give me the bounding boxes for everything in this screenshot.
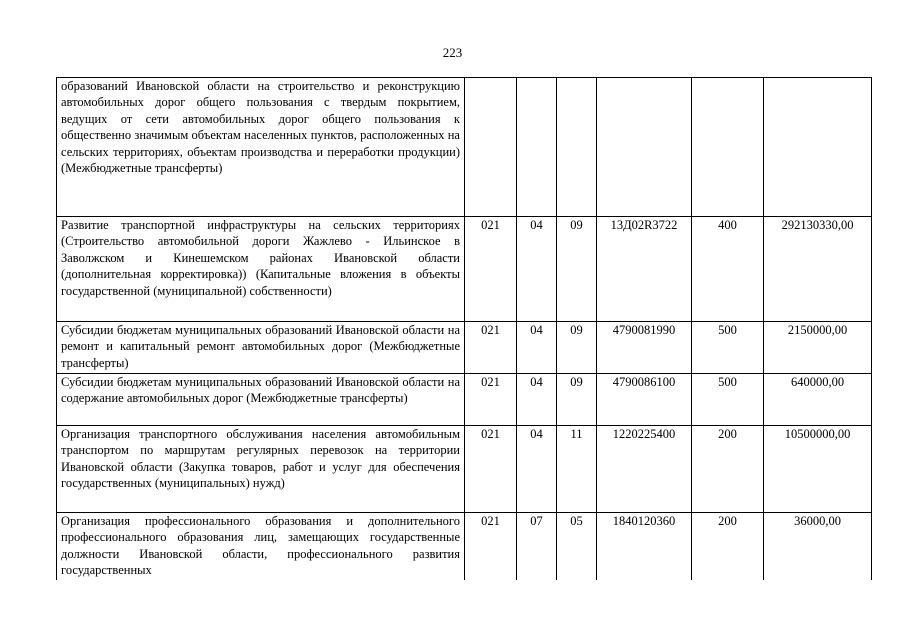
target-article-code: 1840120360 — [597, 513, 692, 580]
expense-type-code — [692, 78, 764, 217]
row-description: Организация профессионального образования и дополнительного профессионального образования лиц, замещающих государственные должности Ивановской области, профессионального развития государственных — [57, 513, 465, 580]
subsection-code — [557, 78, 597, 217]
expense-type-code: 500 — [692, 322, 764, 374]
target-article-code — [597, 78, 692, 217]
ministry-code: 021 — [465, 217, 517, 322]
table-row — [57, 374, 872, 426]
table-row — [57, 78, 872, 217]
row-description: Развитие транспортной инфраструктуры на сельских территориях (Строительство автомобильной дороги Жажлево - Ильинское в Заволжском и Кинешемском районах Ивановской области (дополнительная корректировка)) (Капитальные вложения в объекты государственной (муниципальной) собственности) — [57, 217, 465, 322]
expense-type-code: 200 — [692, 513, 764, 580]
section-code: 07 — [517, 513, 557, 580]
target-article-code: 4790086100 — [597, 374, 692, 426]
table-row — [57, 322, 872, 374]
ministry-code: 021 — [465, 374, 517, 426]
table-row — [57, 217, 872, 322]
section-code: 04 — [517, 322, 557, 374]
row-description: Субсидии бюджетам муниципальных образований Ивановской области на ремонт и капитальный ремонт автомобильных дорог (Межбюджетные трансферты) — [57, 322, 465, 374]
amount: 2150000,00 — [764, 322, 872, 374]
amount: 10500000,00 — [764, 426, 872, 513]
section-code: 04 — [517, 426, 557, 513]
section-code — [517, 78, 557, 217]
page-number: 223 — [442, 45, 463, 60]
section-code: 04 — [517, 217, 557, 322]
row-description: Организация транспортного обслуживания населения автомобильным транспортом по маршрутам регулярных перевозок на территории Ивановской области (Закупка товаров, работ и услуг для обеспечения государственных (муниципальных) нужд) — [57, 426, 465, 513]
row-description: Субсидии бюджетам муниципальных образований Ивановской области на содержание автомобильных дорог (Межбюджетные трансферты) — [57, 374, 465, 426]
subsection-code: 05 — [557, 513, 597, 580]
subsection-code: 09 — [557, 374, 597, 426]
expense-type-code: 400 — [692, 217, 764, 322]
subsection-code: 09 — [557, 217, 597, 322]
section-code: 04 — [517, 374, 557, 426]
target-article-code: 13Д02R3722 — [597, 217, 692, 322]
target-article-code: 4790081990 — [597, 322, 692, 374]
amount: 640000,00 — [764, 374, 872, 426]
table-row — [57, 513, 872, 580]
row-description: образований Ивановской области на строительство и реконструкцию автомобильных дорог общего пользования с твердым покрытием, ведущих от сети автомобильных дорог общего пользования к общественно значимым объектам населенных пунктов, расположенных на сельских территориях, объектам производства и переработки продукции) (Межбюджетные трансферты) — [57, 78, 465, 217]
amount: 292130330,00 — [764, 217, 872, 322]
expense-type-code: 500 — [692, 374, 764, 426]
amount — [764, 78, 872, 217]
subsection-code: 09 — [557, 322, 597, 374]
ministry-code: 021 — [465, 322, 517, 374]
ministry-code: 021 — [465, 513, 517, 580]
ministry-code: 021 — [465, 426, 517, 513]
target-article-code: 1220225400 — [597, 426, 692, 513]
amount: 36000,00 — [764, 513, 872, 580]
table-row — [57, 426, 872, 513]
ministry-code — [465, 78, 517, 217]
budget-table — [56, 77, 872, 580]
subsection-code: 11 — [557, 426, 597, 513]
expense-type-code: 200 — [692, 426, 764, 513]
